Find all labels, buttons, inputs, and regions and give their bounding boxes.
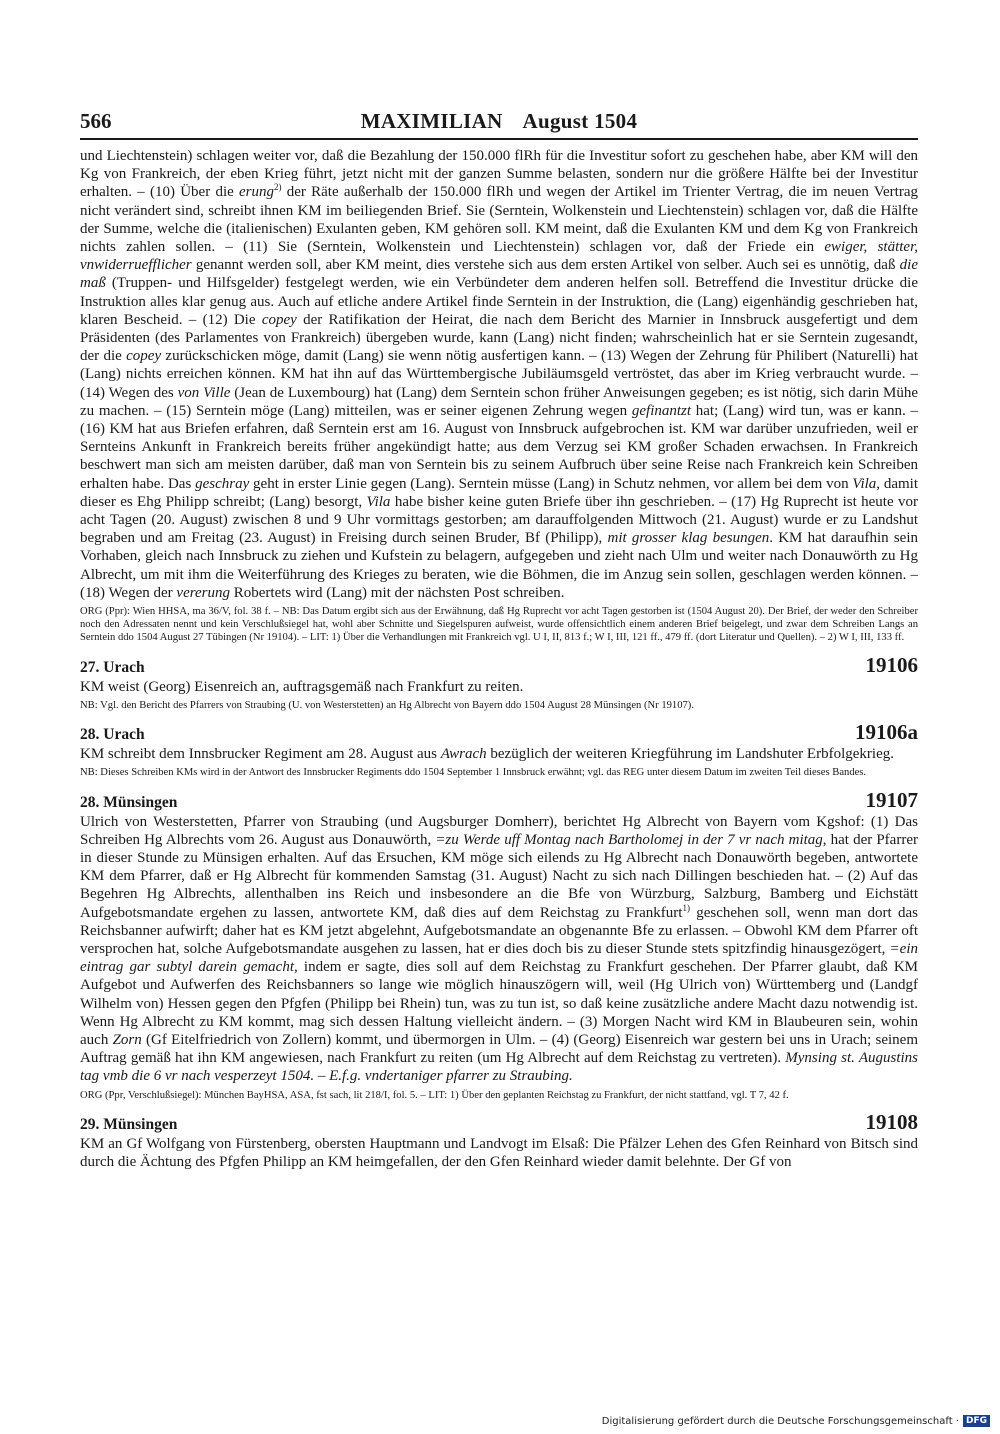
entry-date: 28. Urach [80,726,145,744]
continued-entry-text: und Liechtenstein) schlagen weiter vor, daß die Bezahlung der 150.000 flRh für die Investitur sofort zu geschehen habe, aber KM will den Kg von Frankreich, der eben Krieg führt, jetzt nicht mit der ganzen Summe belasten, sondern nur die größere Hälfte bei der Investitur erhalten. – (10) Über die erung$^{2)}$ der Räte außerhalb der 150.000 flRh und wegen der Artikel im Trienter Vertrag, die im neuen Vertrag nicht verändert sind, schreibt ihnen KM im beiliegenden Brief. Sie (Serntein, Wolkenstein und Liechtenstein) schlagen vor, daß die Hälfte der Summe, welche die (italienischen) Exulanten geben, KM gehören soll. KM meint, daß die Exulanten KM und dem Kg von Frankreich nichts zahlen sollen. – (11) Sie (Serntein, Wolkenstein und Liechtenstein) schlagen vor, daß der Friede ein ewiger, stätter, vnwiderruefflicher genannt werden soll, aber KM meint, dies verstehe sich aus dem ersten Artikel von selber. Auch sei es unnötig, daß die maß (Truppen- und Hilfsgelder) festgelegt werden, wie ein Verbündeter dem anderen helfen soll. Betreffend die Investitur drücke die Instruktion alles klar genug aus. Auch auf etliche andere Artikel finde Serntein in der Instruktion, die (Lang) eigenhändig geschrieben hat, klaren Bescheid. – (12) Die copey der Ratifikation der Heirat, die nach dem Bericht des Marnier in Innsbruck ausgefertigt und dem Präsidenten (des Parlamentes von Frankreich) übergeben wurde, kann (Lang) nicht finden; wahrscheinlich hat er sie Serntein zugesandt, der die copey zurückschicken möge, damit (Lang) sie wenn nötig ausfertigen kann. – (13) Wegen der Zehrung für Philibert (Naturelli) hat (Lang) nichts erreichen können. KM hat ihn auf das Württembergische Jubiläumsgeld vertröstet, das aber im Krieg verbraucht wurde. – (14) Wegen des von Ville (Jean de Luxembourg) hat (Lang) dem Serntein schon früher Anweisungen gegeben; es ist nötig, sich darin Mühe zu machen. – (15) Serntein möge (Lang) mitteilen, was er seiner eigenen Zehrung wegen gefinantzt hat; (Lang) wird tun, was er kann. – (16) KM hat aus Briefen erfahren, daß Serntein erst am 16. August von Innsbruck aufgebrochen ist. KM war darüber unzufrieden, weil er Sernteins Ankunft in Frankreich bereits früher angekündigt hatte; aus dem Verzug sei KM großer Schaden erwachsen. In Frankreich beschwert man sich am meisten darüber, daß man von Serntein bis zu seinem Aufbruch über seine Reise nach Frankreich kein Schreiben erhalten habe. Das geschray geht in erster Linie gegen (Lang). Serntein müsse (Lang) in Schutz nehmen, vor allem bei dem von Vila, damit dieser es Ehg Philipp schreibt; (Lang) besorgt, Vila habe bisher keine guten Briefe über ihn geschrieben. – (17) Hg Ruprecht ist heute vor acht Tagen (20. August) zwischen 8 und 9 Uhr vormittags gestorben; am darauffolgenden Mittwoch (21. August) wurde er zu Landshut begraben und am Freitag (23. August) in Freising durch seinen Bruder, Bf (Philipp), mit grosser klag besungen. KM hat daraufhin sein Vorhaben, gleich nach Innsbruck zu ziehen und Kufstein zu belagern, aufgegeben und zieht nach Ulm und weiter nach Donauwörth zu Hg Albrecht, um mit ihm die Weiterführung des Krieges zu beraten, wie die Böhmen, die im Anzug sein sollen, geschlagen werden können. – (18) Wegen der vererung Robertets wird (Lang) mit der nächsten Post schreiben. [80,148,919,601]
entry-text: Ulrich von Westerstetten, Pfarrer von Straubing (und Augsburger Domherr), berichtet Hg Albrecht von Bayern vom Kgshof: (1) Das Schreiben Hg Albrechts vom 26. August aus Donauwörth, =zu Werde uff Montag nach Bartholomej in der 7 vr nach mitag, hat der Pfarrer in dieser Stunde zu Münsigen erhalten. Auf das Ersuchen, KM möge sich eilends zu Hg Albrecht nach Donauwörth begeben, antwortete KM dem Pfarrer, daß er Hg Albrecht für kommenden Samstag (31. August) Nacht zu sich nach Dillingen beschieden hat. – (2) Auf das Begehren Hg Albrechts, allenthalben ins Reich und insbesondere an die Bfe von Würzburg, Salzburg, Bamberg und Eichstätt Aufgebotsmandate ergehen zu lassen, antwortete KM, daß dies auf dem Reichstag zu Frankfurt$^{1)}$ geschehen soll, wenn man dort das Reichsbanner aufwirft; daher hat es KM jetzt abgelehnt, Aufgebotsmandate an obgenannte Bfe zu erlassen. – Obwohl KM dem Pfarrer oft versprochen hat, solche Aufgebotsmandate ausgehen zu lassen, hat er dies doch bis zu dieser Stunde stets spitzfindig hinausgezögert, =ein eintrag gar subtyl darein gemacht, indem er sagte, dies soll auf dem Reichstag zu Frankfurt geschehen. Der Pfarrer glaubt, daß KM Aufgebot und Aufwerfen des Reichsbanners so lange wie möglich hinauszögern will, weil (Hg Ulrich von) Württemberg und (Landgf Wilhelm von) Hessen gegen den Pfgfen (Philipp bei Rhein) tun, was zu tun ist, so daß keine zusätzliche andere Macht dazu notwendig ist. Wenn Hg Albrecht zu KM kommt, mag sich dessen Haltung vielleicht ändern. – (3) Morgen Nacht wird KM in Blaubeuren sein, wohin auch Zorn (Gf Eitelfriedrich von Zollern) kommt, und übermorgen in Ulm. – (4) (Georg) Eisenreich war gestern bei uns in Urach; seinem Auftrag gemäß hat ihn KM angewiesen, nach Frankfurt zu reiten (um Hg Albrecht auf dem Reichstag zu vertreten). Mynsing st. Augustins tag vmb die 6 vr nach vesperzeyt 1504. – E.f.g. vndertaniger pfarrer zu Straubing. [80,813,919,1085]
entry-date: 27. Urach [80,658,145,676]
running-title-date: August 1504 [522,109,638,133]
page-header [80,108,918,140]
running-title [80,109,918,134]
entry-note: NB: Vgl. den Bericht des Pfarrers von Straubing (U. von Westerstetten) an Hg Albrecht von Bayern ddo 1504 August 28 Münsingen (Nr 19107). [80,699,694,711]
entry-number: 19106a [855,720,918,745]
page-content [80,147,918,1171]
entry-header-19108 [80,1110,918,1135]
dfg-logo: DFG [963,1415,990,1427]
entry-date: 28. Münsingen [80,793,178,811]
entry-number: 19106 [865,652,918,677]
entry-text: KM weist (Georg) Eisenreich an, auftragsgemäß nach Frankfurt zu reiten. [80,678,524,695]
entry-header-19106a [80,720,918,745]
source-note: ORG (Ppr): Wien HHSA, ma 36/V, fol. 38 f. – NB: Das Datum ergibt sich aus der Erwähnung, daß Hg Ruprecht vor acht Tagen gestorben ist (1504 August 20). Der Brief, der weder den Schreiber noch den Adressaten nennt und kein Verschlußsiegel hat, wohl aber Schnitte und Siegelspuren aufweist, wurde offensichtlich einem anderen Brief beigelegt, und zwar dem Schreiben Langs an Serntein ddo 1504 August 27 Tübingen (Nr 19104). – LIT: 1) Über die Verhandlungen mit Frankreich vgl. U I, II, 813 f.; W I, III, 121 ff., 479 ff. (dort Literatur und Quellen). – 2) W I, III, 133 ff. [80,606,918,644]
footer-text: Digitalisierung gefördert durch die Deutsche Forschungsgemeinschaft · [601,1415,959,1427]
entry-number: 19108 [865,1109,918,1134]
entry-note: NB: Dieses Schreiben KMs wird in der Antwort des Innsbrucker Regiments ddo 1504 September 1 Innsbruck erwähnt; vgl. das REG unter diesem Datum im zweiten Teil dieses Bandes. [80,767,867,779]
entry-header-19106 [80,653,918,678]
digitization-footer [602,1415,990,1427]
entry-text: KM an Gf Wolfgang von Fürstenberg, obersten Hauptmann und Landvogt im Elsaß: Die Pfälzer Lehen des Gfen Reinhard von Bitsch sind durch die Ächtung des Pfgfen Philipp an KM heimgefallen, der den Gfen Reinhard wieder damit belehnte. Der Gf von [80,1135,918,1170]
entry-text: KM schreibt dem Innsbrucker Regiment am 28. August aus Awrach bezüglich der weiteren Kriegführung im Landshuter Erbfolgekrieg. [80,746,894,763]
entry-note: ORG (Ppr, Verschlußsiegel): München BayHSA, ASA, fst sach, lit 218/I, fol. 5. – LIT: 1) Über den geplanten Reichstag zu Frankfurt, der nicht stattfand, vgl. T 7, 42 f. [80,1089,789,1101]
entry-date: 29. Münsingen [80,1115,178,1133]
entry-number: 19107 [865,787,918,812]
entry-header-19107 [80,788,918,813]
page-number: 566 [80,109,112,133]
running-title-name: MAXIMILIAN [360,109,503,133]
